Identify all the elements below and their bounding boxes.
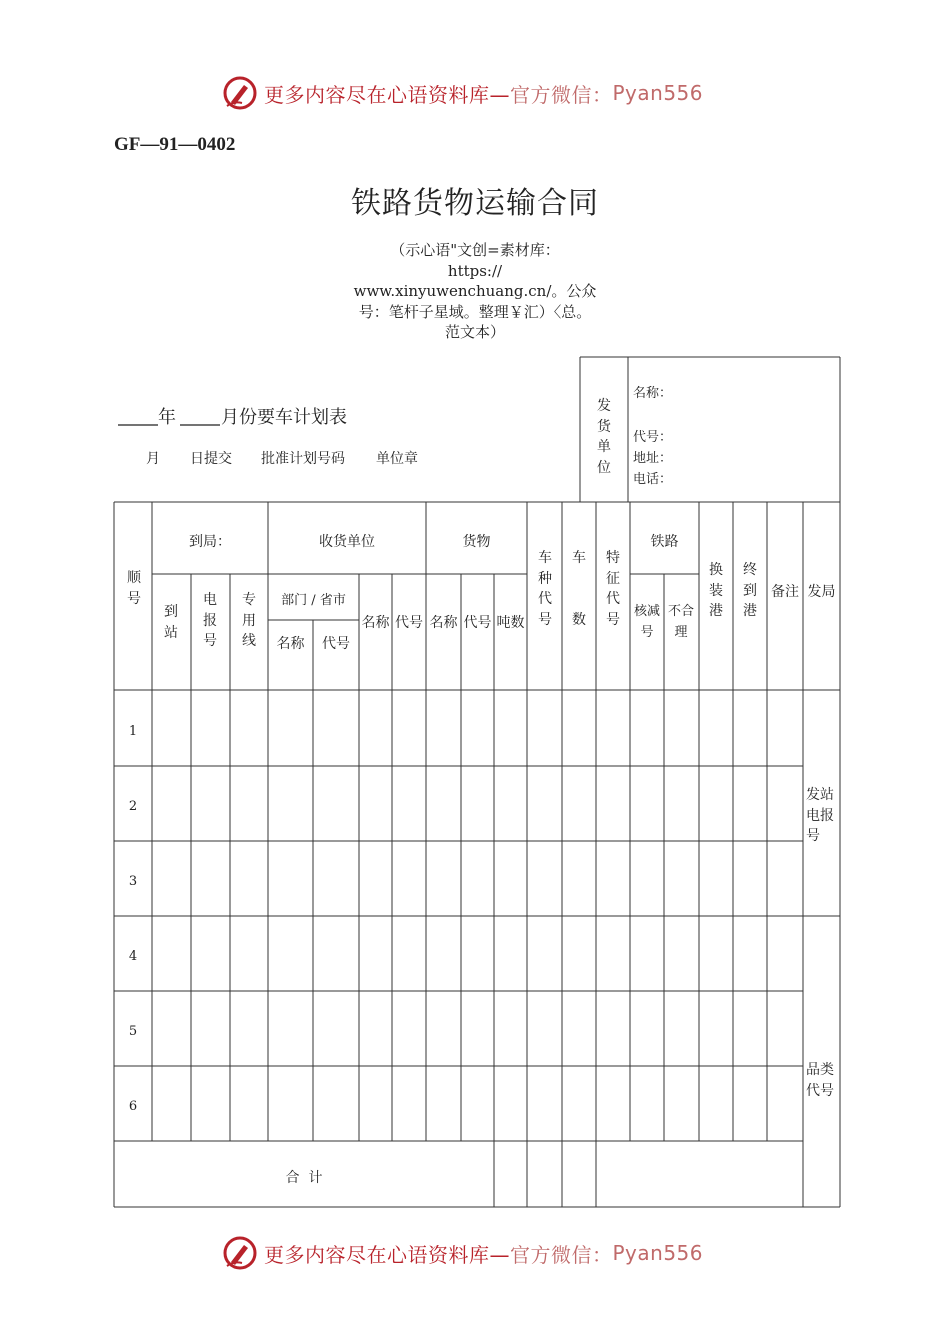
header-seq: 顺号: [127, 570, 141, 607]
category-code-label: 品类代号: [806, 1062, 834, 1099]
banner-text: 更多内容尽在心语资料库—: [264, 1242, 510, 1267]
header-wagon-count-1: [562, 548, 596, 651]
banner-wechat-id: Pyan556: [612, 81, 704, 105]
shipper-code: 代号：: [633, 430, 673, 445]
document-title: 铁路货物运输合同: [351, 186, 599, 221]
total-label: 合 计: [285, 1170, 323, 1186]
header-dept-code: 代号: [322, 636, 350, 652]
origin-telegraph-label: 发站电报号: [806, 787, 834, 844]
shipper-phone: 电话：: [633, 472, 673, 487]
note-line: 号：笔杆子星域。整理￥汇）〈总。: [358, 302, 592, 321]
header-cargo-name: 名称: [429, 615, 458, 631]
shipper-address: 地址：: [633, 451, 673, 466]
plan-month: 月: [146, 451, 160, 467]
row-number: 3: [128, 874, 138, 889]
header-to-station: 到站: [164, 604, 178, 641]
header-cargo-code: 代号: [463, 615, 492, 631]
header-cargo: 货物: [462, 534, 491, 550]
header-verify-no: 核减号: [633, 604, 660, 640]
plan-approval-no: 批准计划号码: [261, 451, 345, 467]
header-unreasonable: 不合理: [667, 604, 694, 640]
header-transfer-port: 换装港: [709, 562, 723, 619]
note-line: www.xinyuwenchuang.cn/。公众: [353, 282, 597, 300]
header-telegraph-no: 电报号: [203, 592, 217, 649]
header-wagon-type: 车种代号: [538, 550, 552, 628]
watermark-banner-bottom: [222, 1233, 742, 1273]
header-arrival-bureau: 到局：: [189, 534, 231, 550]
header-feature-code: 特征代号: [606, 550, 620, 628]
header-consignee-name: 名称: [361, 615, 390, 631]
header-private-line: 专用线: [242, 592, 256, 649]
header-tonnage: 吨数: [496, 615, 525, 631]
plan-year-label: 年: [158, 407, 176, 428]
plan-unit-seal: 单位章: [376, 451, 418, 467]
shipper-name: 名称：: [633, 386, 673, 401]
header-origin-bureau: 发局: [807, 584, 836, 600]
header-final-port: 终到港: [743, 562, 757, 619]
row-number: 1: [128, 724, 138, 739]
header-railway: 铁路: [650, 534, 679, 550]
note-line: 范文本）: [444, 323, 505, 341]
row-number: 4: [128, 949, 138, 964]
header-consignee-code: 代号: [395, 615, 423, 631]
note-line: https://: [447, 261, 503, 280]
banner-wechat-id: Pyan556: [612, 1241, 704, 1265]
plan-month-title: 月份要车计划表: [221, 407, 347, 428]
banner-wechat-label: 官方微信：: [510, 82, 613, 107]
note-line: （示心语"文创=素材库：: [390, 241, 560, 259]
shipper-label: 发货单位: [597, 398, 611, 476]
banner-text: 更多内容尽在心语资料库—: [264, 82, 510, 107]
header-dept: 部门 / 省市: [281, 593, 346, 608]
pen-logo-icon: [222, 1235, 258, 1271]
document-code: GF—91—0402: [114, 134, 236, 155]
banner-wechat-label: 官方微信：: [510, 1242, 613, 1267]
row-number: 6: [128, 1099, 138, 1114]
row-number: 5: [128, 1024, 138, 1039]
header-remarks: 备注: [771, 584, 799, 600]
header-wagon-count: 车数: [572, 550, 586, 628]
row-number: 2: [128, 799, 138, 814]
header-consignee: 收货单位: [319, 534, 375, 550]
plan-submit-day: 日提交: [190, 451, 232, 467]
header-dept-name: 名称: [276, 636, 305, 652]
